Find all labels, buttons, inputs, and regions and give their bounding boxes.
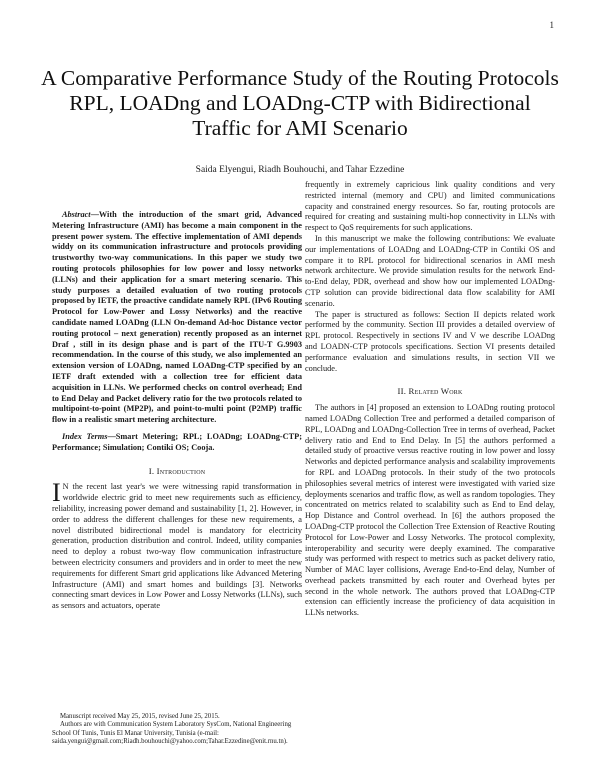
section-heading-related-work: II. Related Work bbox=[397, 386, 463, 397]
abstract-lead: Abstract bbox=[62, 210, 91, 219]
abstract-text: —With the introduction of the smart grid, Advanced Metering Infrastructure (AMI) has become a main component in the present power system. The effective implementation of AMI depends widdy on its communication infrastructure and protocols providing trustworthy two-way communications. In this paper we study two routing protocols philosophies for low power and lossy networks (LLNs) and their application for a smart metering scenario. This study purposes a detailed evaluation of two routing protocols proposed by IETF, the proactive candidate namely RPL (IPv6 Routing Protocol for Low-Power and Lossy Networks) and the reactive candidate named LOADng (LLN On-demand Ad-hoc Distance vector routing protocol – next generation) recently proposed as an internet Draf , still in its design phase and is part of the ITU-T G.9903 recommendation. In the course of this study, we also implemented an extension version of LOADng, named LOADng-CTP specified by an IETF draft extended with a collection tree for efficient data acquisition in LLNs. We performed checks on control overhead; End to End Delay and Packet delivery ratio for the two protocols related to multipoint-to-point (MP2P), and point-to-multi point (P2MP) traffic flow in a realistic smart metering architecture. bbox=[52, 210, 302, 425]
introduction-paragraph bbox=[52, 478, 302, 612]
index-terms-text: —Smart Metering; RPL; LOADng; LOADng-CTP; Performance; Simulation; Contiki OS; Cooja. bbox=[52, 431, 302, 452]
footnote-received: Manuscript received May 25, 2015, revised June 25, 2015. bbox=[60, 713, 220, 720]
introduction-text: N the recent last year's we were witnessing rapid transformation in worldwide electric grid to meet new requirements such as efficiency, reliability, increasing power demand and sustainability [1, 2]. However, in order to address the different challenges for these new requirements, a novel distributed bidirectional model is mandatory for electricity generation, production distribution and control. Indeed, utility companies need to deploy a robust two-way flow communication infrastructure between electricity consumers and providers and in order to meet the new requirements for different Smart grid applications like Advanced Metering Infrastructure (AMI) and smart homes and buildings [3]. Networks connecting smart devices in Low Power and Lossy Networks (LLNs), such as sensors and actuators, operate bbox=[52, 482, 302, 611]
index-terms bbox=[52, 432, 302, 454]
paper-authors: Saida Elyengui, Riadh Bouhouchi, and Tahar Ezzedine bbox=[195, 165, 405, 175]
page-number: 1 bbox=[549, 20, 554, 30]
index-terms-lead: Index Terms bbox=[62, 431, 108, 441]
structure-paragraph: The paper is structured as follows: Section II depicts related work performed by the community. Section III provides a detailed overview of RPL protocol. Respectively in sections IV and V we describe LOADng and LOADN-CTP protocols specifications. Section VI presents detailed performance evaluation and simulations results, in section VII we conclude. bbox=[305, 309, 555, 373]
paper-title: A Comparative Performance Study of the Routing Protocols RPL, LOADng and LOADng-CTP with Bidirectional Traffic for AMI Scenario bbox=[41, 66, 559, 140]
footnote-affiliation: Authors are with Communication System Laboratory SysCom, National Engineering School Of Tunis, Tunis El Manar University, Tunisia (e-mail: saida.yengui@gmail.com;Riadh.bouhouchi@yahoo.com;Tahar.Ezzedine@enit.rnu.tn). bbox=[52, 721, 292, 746]
abstract bbox=[52, 210, 302, 426]
footnote bbox=[52, 713, 302, 747]
right-column bbox=[305, 180, 555, 619]
drop-cap: I bbox=[52, 478, 61, 508]
contributions-paragraph: In this manuscript we make the following contributions: We evaluate our implementations of LOADng and LOADng-CTP in Contiki OS and compare it to RPL protocol for bidirectional scenarios in AMI mesh network architecture. We provide simulation results for the network End-to-End delay, PDR, overhead and show how our implemented LOADng-CTP solution can provide bidirectional data flow scalability for AMI scenario. bbox=[305, 233, 555, 308]
section-heading-introduction: I. Introduction bbox=[148, 465, 206, 476]
intro-continuation: frequently in extremely capricious link quality conditions and very restricted internal (memory and CPU) and limited communications capacity and constrained energy resources. So far, routing protocols are required for creating and sustaining multi-hop connectivity in LLNs with respect to QoS requirements for such applications. bbox=[305, 180, 555, 233]
left-column bbox=[52, 210, 302, 612]
related-work-paragraph: The authors in [4] proposed an extension to LOADng routing protocol named LOADng Collection Tree and performed a detailed comparison of RPL, LOADng and LOADng-Collection Tree in terms of overhead, Packet delivery ratio and End to End Delay. In [5] the authors performed a detailed study of proactive versus reactive routing in low power and lossy Networks and depicted performance analysis and scalability improvements for RPL and LOADng protocols. In their study of the two protocols philosophies several metrics of interest were investigated with varied size deployments scenarios and traffic flow, as well as random topologies. They concentrated on metrics related to scalability such as End to End delay, Hop Distance and Control overhead. In [6] the authors proposed the LOADng-CTP protocol the Collection Tree Extension of Reactive Routing Protocol for Low-Power and Lossy Networks. The protocol complexity, interoperability and security were deeply examined. The comparative study was performed with respect to metrics such as packet delivery ratio, Number of MAC layer collisions, Average End-to-End delay, Number of overhead packets transmitted by each router and Overhead bytes per second in the whole network. The authors proved that LOADng-CTP extension can efficiently increase the proficiency of data acquisition in LLNs networks. bbox=[305, 403, 555, 618]
